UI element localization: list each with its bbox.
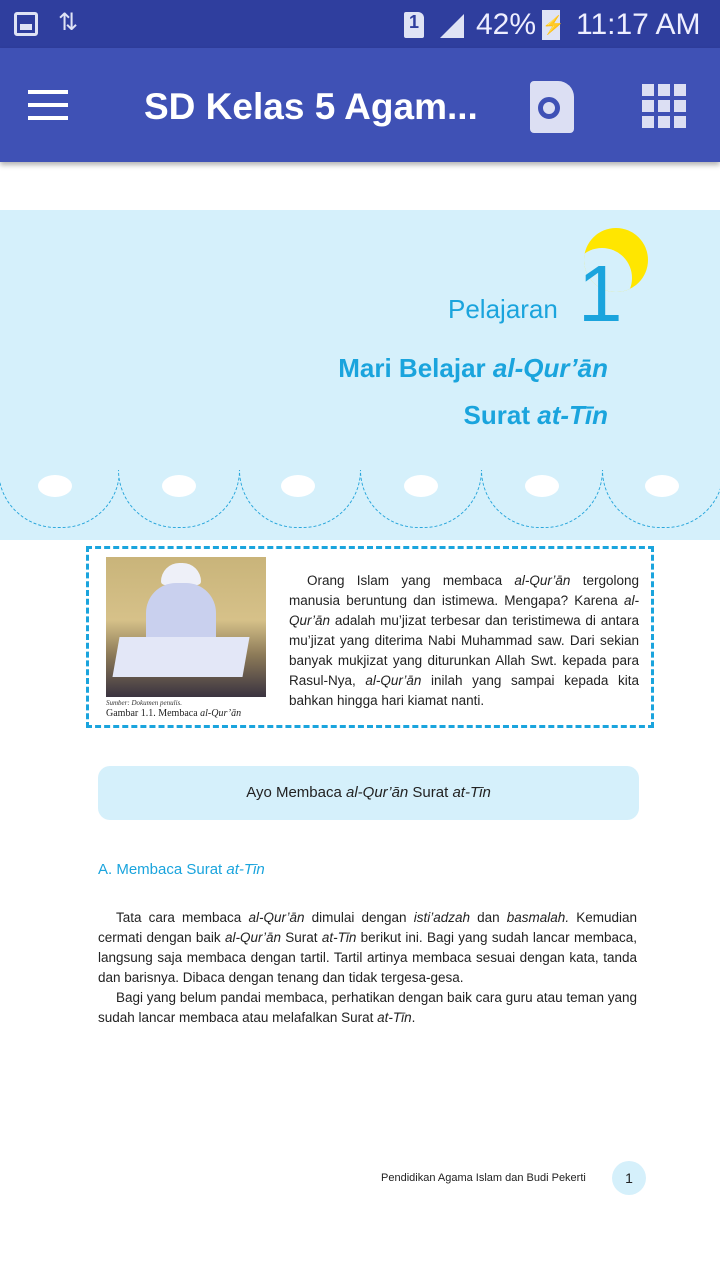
text-segment: Mari Belajar bbox=[338, 353, 493, 383]
text-segment: al-Qur’ān bbox=[492, 353, 608, 383]
lesson-number: 1 bbox=[578, 249, 623, 338]
app-title: SD Kelas 5 Agam... bbox=[144, 86, 478, 127]
text-segment: inilah yang sampai kepada kita bahkan hingga hari kiamat nanti. bbox=[289, 673, 639, 708]
image-source: Sumber: Dokumen penulis. bbox=[106, 699, 183, 707]
footer-book-title: Pendidikan Agama Islam dan Budi Pekerti bbox=[381, 1172, 586, 1184]
status-bar bbox=[0, 0, 720, 48]
text-segment: al-Qur’ān bbox=[248, 910, 305, 925]
text-segment: Gambar 1.1. Membaca bbox=[106, 708, 201, 719]
signal-icon bbox=[438, 12, 466, 38]
sim-icon: 1 bbox=[404, 12, 424, 38]
battery-charging-icon: ⚡ bbox=[542, 10, 560, 40]
text-segment: berikut ini. Bagi yang sudah lancar membaca, langsung saja membaca dengan tartil. Tartil artinya membaca sesuai dengan kata, tanda dan barisnya. Dibaca dengan tenang dan tidak tergesa-gesa. bbox=[98, 930, 637, 985]
text-segment: Surat bbox=[463, 400, 538, 430]
text-segment: Tata cara membaca bbox=[116, 910, 249, 925]
intro-box bbox=[86, 546, 654, 728]
text-segment: at-Tīn bbox=[537, 400, 608, 430]
text-segment: at-Tīn bbox=[321, 930, 357, 945]
text-segment: Bagi yang belum pandai membaca, perhatikan dengan baik cara guru atau teman yang sudah lancar membaca atau melafalkan Surat bbox=[98, 990, 637, 1025]
app-bar bbox=[0, 48, 720, 162]
reading-banner bbox=[98, 766, 639, 820]
text-segment: adalah mu’jizat terbesar dan teristimewa di antara mu’jizat yang diterima Nabi Muhammad saw. Dari sekian banyak mukjizat yang diturunkan Allah Swt. kepada para Rasul-Nya, bbox=[289, 613, 639, 688]
page-number: 1 bbox=[612, 1161, 646, 1195]
text-segment: at-Tīn bbox=[452, 784, 491, 801]
gallery-icon bbox=[14, 12, 38, 36]
image-caption bbox=[106, 708, 241, 719]
text-segment: . bbox=[411, 1010, 416, 1025]
text-segment: al-Qur’ān bbox=[200, 708, 242, 719]
text-segment: Ayo Membaca bbox=[246, 784, 346, 801]
hamburger-icon bbox=[28, 90, 68, 120]
chapter-title-line1 bbox=[338, 353, 608, 384]
search-icon bbox=[538, 97, 560, 119]
search-document-button[interactable] bbox=[530, 81, 574, 133]
clock: 11:17 AM bbox=[576, 8, 701, 41]
paragraph-2 bbox=[98, 988, 637, 1028]
menu-button[interactable] bbox=[28, 90, 68, 120]
text-segment: al-Qur’ān bbox=[346, 784, 409, 801]
text-segment: al-Qur’ān bbox=[289, 593, 639, 628]
text-segment: tergolong manusia beruntung dan istimewa. Mengapa? Karena bbox=[289, 573, 640, 608]
text-segment: at-Tīn bbox=[377, 1010, 412, 1025]
text-segment: dan bbox=[469, 910, 507, 925]
chapter-title-line2 bbox=[464, 400, 608, 431]
text-segment: al-Qur’ān bbox=[514, 573, 571, 588]
text-segment: Surat bbox=[280, 930, 322, 945]
text-segment: Orang Islam yang membaca bbox=[307, 573, 515, 588]
boy-reading-quran-image bbox=[106, 557, 266, 697]
text-segment: Surat bbox=[408, 784, 453, 801]
grid-menu-button[interactable] bbox=[642, 84, 686, 128]
text-segment: isti’adzah bbox=[413, 910, 470, 925]
sync-icon: ⇅ bbox=[58, 9, 79, 36]
battery-level: 42% bbox=[476, 8, 537, 41]
intro-text bbox=[289, 571, 639, 711]
section-heading bbox=[98, 861, 265, 878]
text-segment: al-Qur’ān bbox=[224, 930, 281, 945]
text-segment: al-Qur’ān bbox=[365, 673, 422, 688]
paragraph-1 bbox=[98, 908, 637, 988]
lesson-label: Pelajaran bbox=[448, 294, 558, 324]
text-segment: A. Membaca Surat bbox=[98, 861, 227, 878]
text-segment: dimulai dengan bbox=[304, 910, 414, 925]
text-segment: Kemudian cermati dengan baik bbox=[98, 910, 637, 945]
text-segment: basmalah. bbox=[506, 910, 570, 925]
text-segment: at-Tīn bbox=[226, 861, 265, 878]
